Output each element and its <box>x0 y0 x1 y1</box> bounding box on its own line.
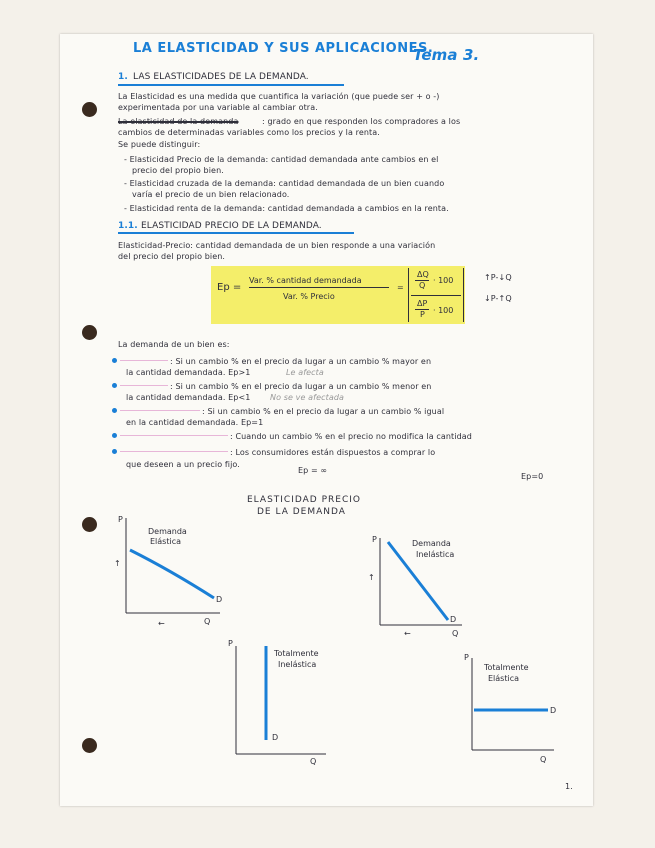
struck-term <box>120 435 228 436</box>
list-item-continued: precio del propio bien. <box>132 166 224 175</box>
arrow-left-icon: ← <box>158 619 165 628</box>
definition-line: que deseen a un precio fijo. <box>126 460 240 469</box>
punch-hole <box>82 517 97 532</box>
curve-label-d: D <box>550 706 557 715</box>
elasticity-value: Ep = ∞ <box>298 466 328 475</box>
graph-label: Inelástica <box>416 550 455 559</box>
arrow-left-icon: ← <box>404 629 411 638</box>
curve-label-d: D <box>272 733 279 742</box>
times-100: · 100 <box>433 306 454 315</box>
price-quantity-relation: ↑P-↓Q <box>484 273 512 282</box>
struck-term <box>120 385 168 386</box>
curve-label-d: D <box>216 595 223 604</box>
definition-line: : Los consumidores están dispuestos a comprar lo <box>230 448 436 457</box>
graph-label: Elástica <box>150 537 182 546</box>
struck-term <box>120 360 168 361</box>
graph-perfectly-elastic <box>460 650 570 765</box>
section-number: 1. <box>118 72 128 82</box>
graph-perfectly-inelastic <box>226 636 346 766</box>
axis-label-q: Q <box>452 629 459 638</box>
definition-line: cambios de determinadas variables como los precios y la renta. <box>118 128 380 137</box>
definition-line: : Si un cambio % en el precio da lugar a un cambio % menor en <box>170 382 432 391</box>
heading-underline <box>118 84 344 86</box>
graphs-title: ELASTICIDAD PRECIO <box>247 495 361 505</box>
list-item-continued: varía el precio de un bien relacionado. <box>132 190 290 199</box>
axis-label-q: Q <box>204 617 211 626</box>
bullet <box>112 449 117 454</box>
axis-label-q: Q <box>310 757 317 766</box>
annotation: Le afecta <box>286 368 324 377</box>
curve-label-d: D <box>450 615 457 624</box>
delta-p: ΔP <box>417 299 428 308</box>
graph-label: Totalmente <box>274 649 319 658</box>
axis-label-p: P <box>464 653 469 662</box>
punch-hole <box>82 102 97 117</box>
graph-label: Demanda <box>148 527 187 536</box>
axis-label-p: P <box>372 535 377 544</box>
formula-lhs: Ep = <box>217 282 242 293</box>
definition-line: : grado en que responden los compradores a los <box>262 117 461 126</box>
struck-text: La elasticidad de la demanda <box>118 117 239 126</box>
bracket-left <box>408 268 409 322</box>
graph-label: Demanda <box>412 539 451 548</box>
demand-curve <box>130 550 214 598</box>
axis-label-p: P <box>228 639 233 648</box>
intro-line: La Elasticidad es una medida que cuantifica la variación (que puede ser + o -) <box>118 92 440 101</box>
page-title: LA ELASTICIDAD Y SUS APLICACIONES. <box>133 41 434 56</box>
axis-label-q: Q <box>540 755 547 764</box>
punch-hole <box>82 738 97 753</box>
bullet <box>112 408 117 413</box>
punch-hole <box>82 325 97 340</box>
arrow-up-icon: ↑ <box>114 559 121 568</box>
price-quantity-relation: ↓P-↑Q <box>484 294 512 303</box>
paragraph-line: Elasticidad-Precio: cantidad demandada de un bien responde a una variación <box>118 241 436 250</box>
page-number: 1. <box>565 782 573 791</box>
delta-q: ΔQ <box>417 270 429 279</box>
formula-denominator: Var. % Precio <box>283 292 335 301</box>
graph-label: Inelástica <box>278 660 317 669</box>
annotation: No se ve afectada <box>270 393 345 402</box>
q: Q <box>419 281 426 290</box>
formula-highlight <box>211 266 465 324</box>
list-item: - Elasticidad renta de la demanda: cantidad demandada a cambios en la renta. <box>124 204 449 213</box>
arrow-up-icon: ↑ <box>368 573 375 582</box>
definition-line: en la cantidad demandada. Ep=1 <box>126 418 264 427</box>
p: P <box>420 310 425 319</box>
section-number: 1.1. <box>118 221 138 231</box>
bullet <box>112 358 117 363</box>
formula-equals: = <box>397 283 404 292</box>
paragraph-line: La demanda de un bien es: <box>118 340 230 349</box>
bullet <box>112 433 117 438</box>
definition-line: : Si un cambio % en el precio da lugar a un cambio % igual <box>202 407 445 416</box>
definition-line: Se puede distinguir: <box>118 140 201 149</box>
graph-label: Elástica <box>488 674 520 683</box>
elasticity-value: Ep=0 <box>521 472 544 481</box>
definition-line: la cantidad demandada. Ep<1 <box>126 393 251 402</box>
list-item: - Elasticidad cruzada de la demanda: cantidad demandada de un bien cuando <box>124 179 445 188</box>
section-heading: ELASTICIDAD PRECIO DE LA DEMANDA. <box>141 221 322 231</box>
paragraph-line: del precio del propio bien. <box>118 252 226 261</box>
graph-label: Totalmente <box>484 663 529 672</box>
formula-numerator: Var. % cantidad demandada <box>249 276 362 285</box>
axis-label-p: P <box>118 515 123 524</box>
definition-line: : Si un cambio % en el precio da lugar a un cambio % mayor en <box>170 357 432 366</box>
definition-line: la cantidad demandada. Ep>1 <box>126 368 251 377</box>
definition-line: : Cuando un cambio % en el precio no modifica la cantidad <box>230 432 472 441</box>
graph-inelastic-demand <box>366 530 476 645</box>
topic-number: Tema 3. <box>413 46 480 64</box>
list-item: - Elasticidad Precio de la demanda: cantidad demandada ante cambios en el <box>124 155 439 164</box>
bracket-right <box>463 268 464 322</box>
struck-term <box>120 410 200 411</box>
graph-elastic-demand <box>110 510 230 630</box>
times-100: · 100 <box>433 276 454 285</box>
main-fraction-line <box>411 295 461 296</box>
graphs-title: DE LA DEMANDA <box>257 507 346 517</box>
heading-underline <box>118 232 354 234</box>
fraction-line <box>249 287 389 288</box>
bullet <box>112 383 117 388</box>
intro-line: experimentada por una variable al cambiar otra. <box>118 103 318 112</box>
section-heading: LAS ELASTICIDADES DE LA DEMANDA. <box>133 72 309 82</box>
struck-term <box>120 451 228 452</box>
